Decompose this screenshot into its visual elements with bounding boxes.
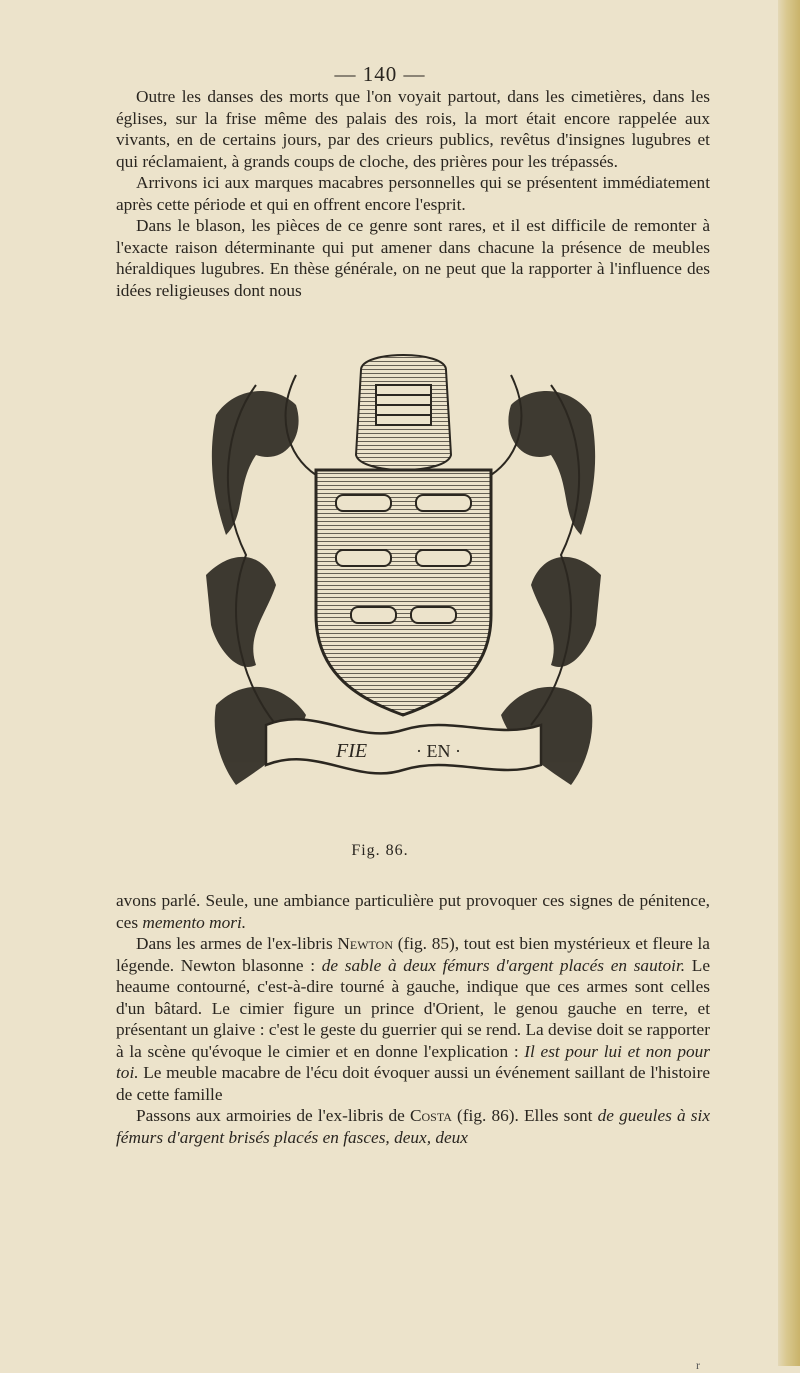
- paragraph: [116, 890, 710, 933]
- page-number: — 140 —: [334, 62, 426, 86]
- text-run: avons parlé. Seule, une ambiance particulière put provoquer ces signes de pénitence, ces: [116, 891, 710, 932]
- helmet: [356, 355, 451, 470]
- motto-right: · EN ·: [416, 741, 461, 761]
- text-run: Dans les armes de l'ex-libris: [136, 934, 338, 953]
- paragraph: [116, 1105, 710, 1148]
- text-run: Passons aux armoiries de l'ex-libris de: [136, 1106, 410, 1125]
- italic-run: de sable à deux fémurs d'argent placés en sautoir.: [321, 955, 686, 975]
- paragraph: Dans le blason, les pièces de ce genre sont rares, et il est difficile de remonter à l'exacte raison déterminante qui put amener dans chacune la présence de meubles héraldiques lugubres. En thèse générale, on ne peut que la rapporter à l'influence des idées religieuses dont nous: [116, 216, 710, 300]
- lower-text: [116, 890, 710, 1148]
- small-caps-name: Costa: [409, 1106, 452, 1125]
- upper-text: [116, 86, 710, 301]
- shield: [316, 470, 491, 715]
- text-run: (fig. 85), tout est bien mystérieux et fleure la légende. Newton blasonne :: [116, 934, 710, 975]
- stray-mark: r: [696, 1358, 700, 1372]
- motto-banner: [266, 719, 541, 773]
- text-run: (fig. 86). Elles sont: [451, 1106, 598, 1125]
- text-run: Le heaume contourné, c'est-à-dire tourné à gauche, indique que ces armes sont celles d'un bâtard. Le cimier figure un prince d'Orient, le genou gauche en terre, et présentant un glaive : c'est le geste du guerrier qui se rend. La devise doit se rapporter à la scène qu'évoque le cimier et en donne l'explication :: [116, 955, 711, 1061]
- italic-run: de gueules à six fémurs d'argent brisés placés en fasces, deux, deux: [116, 1106, 710, 1147]
- paragraph: [116, 933, 710, 1105]
- paragraph: Arrivons ici aux marques macabres personnelles qui se présentent immédiatement après cette période et qui en offrent encore l'esprit.: [116, 173, 710, 214]
- text-run: Le meuble macabre de l'écu doit évoquer aussi un événement saillant de l'histoire de cette famille: [116, 1063, 710, 1104]
- italic-run: Il est pour lui et non pour toi.: [116, 1041, 710, 1082]
- figure-caption: Fig. 86.: [351, 842, 409, 859]
- motto-left: FIE: [336, 740, 368, 762]
- small-caps-name: Newton: [337, 934, 393, 953]
- paragraph: Outre les danses des morts que l'on voyait partout, dans les cimetières, dans les églises, sur la frise même des palais des rois, la mort était encore rappelée aux vivants, en de certains jours, par des crieurs publics, revêtus d'insignes lugubres et qui réclamaient, à grands coups de cloche, des prières pour les trépassés.: [116, 87, 710, 171]
- page-edge: [778, 0, 800, 1366]
- italic-run: memento mori.: [142, 912, 247, 932]
- coat-of-arms-illustration: [196, 345, 611, 820]
